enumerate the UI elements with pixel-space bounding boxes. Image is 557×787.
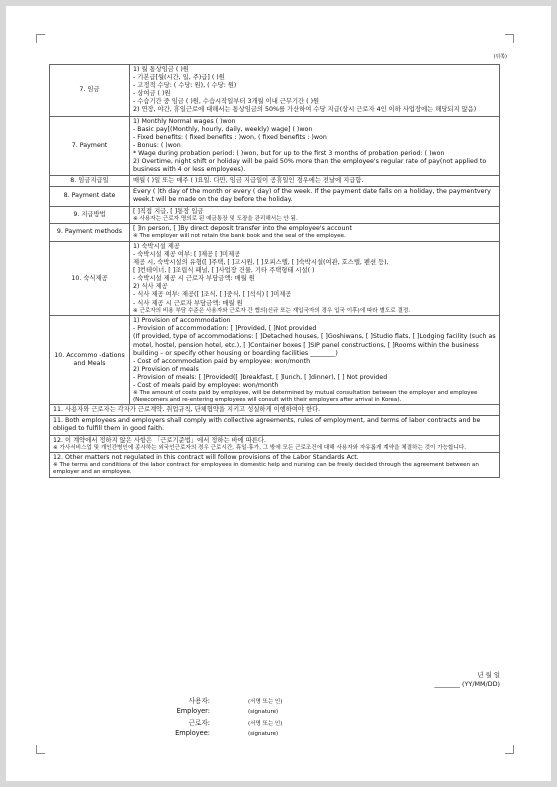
row-line: 2) 연장, 야간, 휴일근로에 대해서는 통상임금의 50%를 가산하여 수당 지급(상시 근로자 4인 이하 사업장에는 해당되지 않음) <box>133 106 477 114</box>
row-line: - 숙박시설 제공 시 근로자 부담금액: 매월 원 <box>133 275 255 283</box>
row-content <box>130 187 500 206</box>
form-row <box>50 416 500 435</box>
row-line: 2) Provision of meals <box>133 365 199 373</box>
row-line: - Basic pay[(Monthly, hourly, daily, weekly) wage] ( )won <box>133 125 313 133</box>
row-line: 2) Overtime, night shift or holiday will be paid 50% more than the employee's regular rate of pay(not applied to business with 4 or less employees). <box>133 158 487 174</box>
row-line: (If provided, type of accommodations: [ ]Detached houses, [ ]Goshiwans, [ ]Studio flats, [ ]Lodging facility (such as motel, hostel, pension hotel, etc.), [ ]Container boxes [ ]SIP panel constructions, [ ]Rooms within the business building – or specify other housing or boarding facilities ________) <box>133 333 496 357</box>
crop-mark-bottom-left <box>36 745 45 754</box>
form-row <box>50 435 500 453</box>
row-note: ※ The amount of costs paid by employee, will be determined by mutual consultation between the employer and employee (Newcomers and re-entering employees will consult with their employers after arrival in Korea). <box>133 390 478 403</box>
row-content <box>130 65 500 117</box>
form-row <box>50 187 500 206</box>
date-korean: 년 월 일 <box>477 671 500 679</box>
row-line: 제공 시, 숙박시설의 유형([ ]주택, [ ]고시원, [ ]오피스텔, [ ]숙박시설(여관, 호스텔, 펜션 등), <box>133 259 389 267</box>
employee-signature[interactable] <box>110 719 282 739</box>
row-content <box>130 116 500 176</box>
page-side-tag: (뒤쪽) <box>493 54 507 60</box>
crop-mark-bottom-right <box>505 745 514 754</box>
row-line: - Cost of accommodation paid by employee: won/month <box>133 357 311 365</box>
clause-cell <box>50 416 500 435</box>
row-line: 2) 식사 제공 <box>133 283 168 291</box>
row-label: 9. 지급방법 <box>50 206 130 224</box>
date-block <box>398 671 500 689</box>
row-label: 10. 숙식제공 <box>50 241 130 315</box>
row-label: 8. 임금지급일 <box>50 176 130 187</box>
form-row <box>50 241 500 315</box>
row-line: - Bonus: ( )won <box>133 141 181 149</box>
row-content <box>130 206 500 224</box>
employer-role-ko: 사용자: <box>188 697 210 705</box>
row-line: 1) 월 통상임금 ( )원 <box>133 66 189 73</box>
form-row <box>50 65 500 117</box>
row-line: 11. Both employees and employers shall comply with collective agreements, rules of employment, and terms of labor contracts and be obliged to fulfill them in good faith. <box>53 417 481 433</box>
row-line: 12. Other matters not regulated in this contract will follow provisions of the Labor Standards Act. <box>53 454 359 462</box>
row-line: * Wage during probation period: ( )won, but for up to the first 3 months of probation period: ( )won <box>133 149 445 157</box>
row-line: - 상여금 ( )원 <box>133 90 171 98</box>
row-line: 1) Monthly Normal wages ( )won <box>133 117 236 125</box>
row-line: - Provision of accommodation: [ ]Provided, [ ]Not provided <box>133 325 317 333</box>
row-note: ※ The employer will not retain the bank book and the seal of the employee. <box>133 233 346 240</box>
employee-mark-ko: (서명 또는 인) <box>248 721 283 727</box>
row-line: Every ( )th day of the month or every ( day) of the week. If the payment date falls on a holiday, the paymentvery week.t will be made on the day before the holiday. <box>133 188 491 204</box>
row-note: ※ The terms and conditions of the labor contract for employees in domestic help and nursing can be freely decided through the agreement between an employer and an employee. <box>53 462 479 475</box>
row-note: ※ 가사서비스업 및 개인간병인에 종사하는 외국인근로자의 경우 근로시간, 휴일·휴가, 그 밖에 모든 근로조건에 대해 사용자와 자유롭게 계약을 체결하는 것이 가능합니다. <box>53 444 467 451</box>
row-line: - 숙박시설 제공 여부: [ ]제공 [ ]미제공 <box>133 250 241 258</box>
crop-mark-top-right <box>505 34 514 43</box>
form-row <box>50 224 500 242</box>
row-line: 1) 숙박시설 제공 <box>133 242 180 250</box>
clause-cell <box>50 435 500 453</box>
row-label: 10. Accommo -dations and Meals <box>50 316 130 405</box>
employee-role-en: Employee: <box>175 729 210 737</box>
contract-table <box>49 64 500 478</box>
row-line: [ ]직접 지급, [ ]통장 입금 <box>133 207 204 215</box>
form-row <box>50 405 500 416</box>
employer-mark-ko: (서명 또는 인) <box>248 699 283 705</box>
row-line: - 수습기간 중 임금 ( )원, 수습시작일부터 3개월 이내 근무기간 ( )원 <box>133 98 320 106</box>
date-format: ________ (YY/MM/DD) <box>434 680 500 688</box>
employee-mark-en: (signature) <box>248 731 279 737</box>
row-label: 7. 임금 <box>50 65 130 117</box>
clause-cell <box>50 405 500 416</box>
row-content <box>130 176 500 187</box>
employer-mark-en: (signature) <box>248 709 279 715</box>
row-line: - 식사 제공 여부: 제공([ ]조식, [ ]중식, [ ]석식) [ ]미제공 <box>133 291 292 299</box>
row-line: - Fixed benefits: ( fixed benefits : )won, ( fixed benefits : )won <box>133 133 327 141</box>
row-line: - Provision of meals: [ ]Provided([ ]breakfast, [ ]lunch, [ ]dinner), [ ] Not provided <box>133 373 388 381</box>
row-content <box>130 241 500 315</box>
employee-role-ko: 근로자: <box>188 719 210 727</box>
form-row <box>50 116 500 176</box>
row-line: [ ]컨테이너, [ ]조립식 패널, [ ]사업장 건물, 기타 주택형태 시설( ) <box>133 267 315 275</box>
crop-mark-top-left <box>36 34 45 43</box>
row-label: 8. Payment date <box>50 187 130 206</box>
form-row <box>50 316 500 405</box>
clause-cell <box>50 453 500 477</box>
employer-role-en: Employer: <box>176 707 210 715</box>
row-line: - 기본급[월(시간, 일, 주)급] ( )원 <box>133 74 225 82</box>
form-row <box>50 453 500 477</box>
employer-signature[interactable] <box>110 697 282 717</box>
row-note: ※ 근로자의 비용 부담 수준은 사용자와 근로자 간 협의(신규 또는 재입국자의 경우 입국 이후)에 따라 별도로 결정. <box>133 307 411 314</box>
row-label: 9. Payment methods <box>50 224 130 242</box>
row-content <box>130 316 500 405</box>
row-line: 11. 사용자와 근로자는 각자가 근로계약, 취업규칙, 단체협약을 지키고 성실하게 이행하여야 한다. <box>53 406 321 414</box>
form-row <box>50 206 500 224</box>
row-line: - 식사 제공 시 근로자 부담금액: 매월 원 <box>133 299 243 307</box>
row-label: 7. Payment <box>50 116 130 176</box>
row-content <box>130 224 500 242</box>
row-line: 매월 ( )일 또는 매주 ( )요일. 다만, 임금 지급일이 공휴일인 경우에는 전날에 지급함. <box>133 177 364 185</box>
row-line: 1) Provision of accommodation <box>133 317 231 325</box>
row-line: - 고정적 수당: ( 수당: 원), ( 수당: 원) <box>133 82 237 90</box>
row-line: 12. 이 계약에서 정하지 않은 사항은 「근로기준법」에서 정하는 바에 따른다. <box>53 436 266 444</box>
row-line: - Cost of meals paid by employee: won/month <box>133 381 279 389</box>
form-row <box>50 176 500 187</box>
row-note: ※ 사용자는 근로자 명의로 된 예금통장 및 도장을 관리해서는 안 됨. <box>133 215 298 222</box>
row-line: [ ]In person, [ ]By direct deposit transfer into the employee's account <box>133 225 352 233</box>
